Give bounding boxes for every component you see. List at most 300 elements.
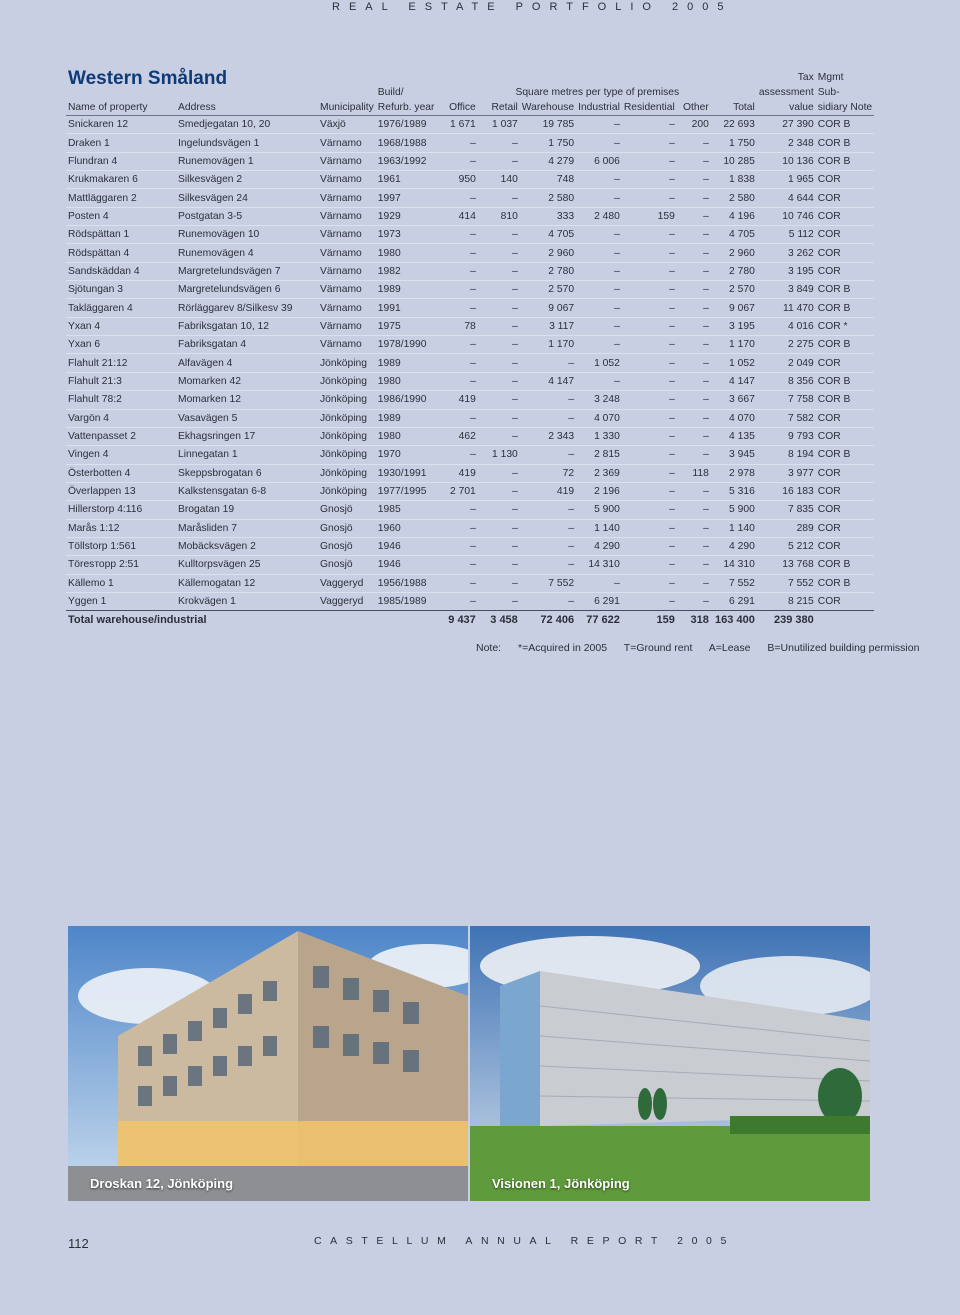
cell-total: 9 067 (711, 299, 757, 317)
cell-other: – (677, 244, 711, 262)
cell-retail: – (478, 134, 520, 152)
cell-warehouse: 19 785 (520, 116, 576, 134)
cell-subsidiary-note (816, 391, 874, 409)
cell-municipality: Jönköping (318, 409, 376, 427)
cell-industrial: – (576, 116, 622, 134)
property-table (66, 70, 874, 629)
cell-subsidiary: COR (817, 559, 841, 571)
cell-warehouse: – (520, 501, 576, 519)
address-header: Address (176, 100, 318, 116)
name-header: Name of property (66, 100, 176, 116)
cell-warehouse: 9 067 (520, 299, 576, 317)
cell-municipality: Värnamo (318, 207, 376, 225)
cell-note: B (843, 119, 851, 131)
cell-name: Källemo 1 (66, 574, 176, 592)
cell-office: – (438, 226, 478, 244)
cell-subsidiary: COR (817, 504, 841, 516)
cell-office: – (438, 134, 478, 152)
cell-warehouse: 2 570 (520, 281, 576, 299)
cell-subsidiary-note (816, 519, 874, 537)
cell-residential: – (622, 336, 677, 354)
table-row (66, 537, 874, 555)
cell-year: 1997 (376, 189, 438, 207)
cell-residential: – (622, 464, 677, 482)
cell-warehouse: 1 170 (520, 336, 576, 354)
cell-year: 1986/1990 (376, 391, 438, 409)
cell-name: Takläggaren 4 (66, 299, 176, 317)
cell-municipality: Värnamo (318, 189, 376, 207)
cell-name: Draken 1 (66, 134, 176, 152)
total-total: 163 400 (715, 613, 755, 626)
table-row (66, 317, 874, 335)
cell-subsidiary: COR (817, 541, 841, 553)
cell-tax: 2 348 (757, 134, 816, 152)
table-row (66, 189, 874, 207)
cell-name: Vingen 4 (66, 446, 176, 464)
cell-subsidiary-note (816, 446, 874, 464)
cell-municipality: Gnosjö (318, 537, 376, 555)
cell-other: – (677, 226, 711, 244)
cell-warehouse: 3 117 (520, 317, 576, 335)
cell-residential: – (622, 592, 677, 610)
section-title: Western Småland (68, 68, 228, 89)
cell-other: – (677, 556, 711, 574)
cell-tax: 3 849 (757, 281, 816, 299)
cell-year: 1989 (376, 354, 438, 372)
cell-municipality: Jönköping (318, 354, 376, 372)
cell-office: – (438, 592, 478, 610)
cell-retail: – (478, 482, 520, 500)
cell-address: Vasavägen 5 (176, 409, 318, 427)
cell-subsidiary: COR (817, 265, 841, 277)
cell-municipality: Värnamo (318, 134, 376, 152)
cell-residential: 159 (622, 207, 677, 225)
cell-municipality: Värnamo (318, 336, 376, 354)
total-warehouse: 72 406 (540, 613, 575, 626)
cell-note: B (843, 155, 851, 167)
cell-retail: – (478, 592, 520, 610)
mgmt-header-mid: Sub- (817, 87, 840, 98)
cell-tax: 4 016 (757, 317, 816, 335)
table-row (66, 226, 874, 244)
cell-other: – (677, 317, 711, 335)
cell-tax: 4 644 (757, 189, 816, 207)
cell-note: B (843, 577, 851, 589)
cell-municipality: Jönköping (318, 372, 376, 390)
cell-retail: – (478, 189, 520, 207)
cell-other: – (677, 171, 711, 189)
cell-total: 2 580 (711, 189, 757, 207)
cell-municipality: Jönköping (318, 482, 376, 500)
cell-year: 1975 (376, 317, 438, 335)
cell-year: 1961 (376, 171, 438, 189)
cell-office: – (438, 262, 478, 280)
cell-subsidiary-note (816, 134, 874, 152)
cell-total: 1 140 (711, 519, 757, 537)
cell-address: Alfavägen 4 (176, 354, 318, 372)
cell-tax: 5 212 (757, 537, 816, 555)
cell-office: – (438, 281, 478, 299)
cell-name: Töllstorp 1:561 (66, 537, 176, 555)
cell-retail: – (478, 354, 520, 372)
cell-industrial: – (576, 189, 622, 207)
cell-industrial: 6 291 (576, 592, 622, 610)
cell-retail: 140 (478, 171, 520, 189)
cell-residential: – (622, 391, 677, 409)
office-header: Office (438, 100, 478, 116)
cell-name: Mattläggaren 2 (66, 189, 176, 207)
cell-subsidiary-note (816, 574, 874, 592)
cell-residential: – (622, 226, 677, 244)
cell-industrial: 2 815 (576, 446, 622, 464)
cell-tax: 8 356 (757, 372, 816, 390)
cell-office: – (438, 519, 478, 537)
cell-address: Postgatan 3-5 (176, 207, 318, 225)
cell-note: B (843, 137, 851, 149)
cell-retail: – (478, 391, 520, 409)
cell-subsidiary: COR (817, 431, 841, 443)
cell-subsidiary: COR (817, 155, 841, 167)
cell-tax: 13 768 (757, 556, 816, 574)
cell-name: Snickaren 12 (66, 116, 176, 134)
cell-warehouse: 7 552 (520, 574, 576, 592)
total-office: 9 437 (448, 613, 476, 626)
cell-address: Silkesvägen 2 (176, 171, 318, 189)
cell-tax: 2 049 (757, 354, 816, 372)
cell-address: Ingelundsvägen 1 (176, 134, 318, 152)
cell-office: 414 (438, 207, 478, 225)
cell-industrial: 1 052 (576, 354, 622, 372)
cell-address: Mobäcksvägen 2 (176, 537, 318, 555)
cell-subsidiary: COR (817, 357, 841, 369)
industrial-header: Industrial (576, 100, 622, 116)
table-row (66, 134, 874, 152)
cell-year: 1982 (376, 262, 438, 280)
cell-total: 4 290 (711, 537, 757, 555)
cell-note: B (843, 449, 851, 461)
table-row (66, 152, 874, 170)
cell-note: B (843, 339, 851, 351)
cell-total: 2 780 (711, 262, 757, 280)
cell-subsidiary-note (816, 427, 874, 445)
cell-other: – (677, 592, 711, 610)
cell-subsidiary: COR (817, 596, 841, 608)
cell-industrial: – (576, 244, 622, 262)
cell-name: Töresторp 2:51 (66, 556, 176, 574)
cell-subsidiary-note (816, 336, 874, 354)
cell-subsidiary-note (816, 501, 874, 519)
cell-tax: 16 183 (757, 482, 816, 500)
cell-year: 1963/1992 (376, 152, 438, 170)
cell-year: 1989 (376, 409, 438, 427)
municipality-header: Municipality (318, 100, 376, 116)
cell-year: 1930/1991 (376, 464, 438, 482)
cell-warehouse: 333 (520, 207, 576, 225)
cell-office: – (438, 446, 478, 464)
cell-address: Linnegatan 1 (176, 446, 318, 464)
table-row (66, 244, 874, 262)
cell-year: 1976/1989 (376, 116, 438, 134)
table-row (66, 262, 874, 280)
cell-municipality: Växjö (318, 116, 376, 134)
mgmt-header-bottom (816, 100, 874, 116)
cell-office: – (438, 537, 478, 555)
cell-other: – (677, 134, 711, 152)
cell-warehouse: – (520, 556, 576, 574)
photo-droskan (68, 926, 468, 1201)
cell-industrial: 3 248 (576, 391, 622, 409)
cell-office: – (438, 409, 478, 427)
cell-other: – (677, 152, 711, 170)
cell-office: 419 (438, 464, 478, 482)
cell-tax: 5 112 (757, 226, 816, 244)
cell-total: 3 667 (711, 391, 757, 409)
cell-total: 2 570 (711, 281, 757, 299)
cell-industrial: – (576, 226, 622, 244)
cell-municipality: Värnamo (318, 244, 376, 262)
cell-name: Sjötungan 3 (66, 281, 176, 299)
cell-retail: – (478, 574, 520, 592)
cell-retail: – (478, 244, 520, 262)
table-row (66, 207, 874, 225)
cell-municipality: Värnamo (318, 171, 376, 189)
cell-subsidiary-note (816, 189, 874, 207)
build-header-bottom: Refurb. year (376, 100, 438, 116)
total-header: Total (711, 100, 757, 116)
cell-office: – (438, 354, 478, 372)
cell-tax: 27 390 (757, 116, 816, 134)
cell-municipality: Gnosjö (318, 501, 376, 519)
cell-residential: – (622, 281, 677, 299)
cell-year: 1929 (376, 207, 438, 225)
cell-total: 4 147 (711, 372, 757, 390)
footer-title: CASTELLUM ANNUAL REPORT 2005 (314, 1235, 735, 1247)
cell-residential: – (622, 501, 677, 519)
cell-retail: – (478, 299, 520, 317)
table-row (66, 281, 874, 299)
cell-municipality: Jönköping (318, 391, 376, 409)
mgmt-header-bottom-label: sidiary (817, 102, 848, 113)
tax-header-mid: assessment (758, 87, 814, 98)
cell-other: – (677, 391, 711, 409)
cell-other: 118 (677, 464, 711, 482)
total-tax: 239 380 (774, 613, 814, 626)
cell-retail: – (478, 262, 520, 280)
cell-note: B (843, 559, 851, 571)
cell-year: 1991 (376, 299, 438, 317)
cell-retail: – (478, 372, 520, 390)
cell-industrial: – (576, 281, 622, 299)
cell-office: – (438, 244, 478, 262)
cell-subsidiary-note (816, 244, 874, 262)
cell-subsidiary-note (816, 152, 874, 170)
cell-retail: – (478, 464, 520, 482)
cell-other: – (677, 354, 711, 372)
cell-address: Smedjegatan 10, 20 (176, 116, 318, 134)
cell-subsidiary: COR (817, 247, 841, 259)
cell-year: 1985 (376, 501, 438, 519)
cell-retail: – (478, 317, 520, 335)
cell-municipality: Värnamo (318, 226, 376, 244)
photo-visionen (470, 926, 870, 1201)
cell-address: Margretelundsvägen 6 (176, 281, 318, 299)
cell-name: Flahult 78:2 (66, 391, 176, 409)
cell-subsidiary: COR (817, 320, 841, 332)
cell-total: 10 285 (711, 152, 757, 170)
cell-name: Yxan 4 (66, 317, 176, 335)
cell-municipality: Jönköping (318, 446, 376, 464)
cell-municipality: Jönköping (318, 427, 376, 445)
cell-subsidiary: COR (817, 229, 841, 241)
cell-subsidiary: COR (817, 449, 841, 461)
cell-address: Fabriksgatan 4 (176, 336, 318, 354)
cell-tax: 8 194 (757, 446, 816, 464)
cell-residential: – (622, 427, 677, 445)
cell-name: Krukmakaren 6 (66, 171, 176, 189)
cell-other: – (677, 482, 711, 500)
cell-office: – (438, 152, 478, 170)
cell-office: 2 701 (438, 482, 478, 500)
cell-office: – (438, 189, 478, 207)
cell-residential: – (622, 189, 677, 207)
cell-retail: – (478, 519, 520, 537)
page-number: 112 (68, 1236, 89, 1251)
cell-other: – (677, 189, 711, 207)
cell-tax: 8 215 (757, 592, 816, 610)
cell-year: 1956/1988 (376, 574, 438, 592)
cell-residential: – (622, 446, 677, 464)
cell-industrial: 2 480 (576, 207, 622, 225)
cell-residential: – (622, 354, 677, 372)
cell-residential: – (622, 482, 677, 500)
cell-tax: 10 136 (757, 152, 816, 170)
photo-caption-droskan: Droskan 12, Jönköping (90, 1176, 234, 1191)
cell-retail: – (478, 152, 520, 170)
cell-subsidiary-note (816, 556, 874, 574)
cell-subsidiary: COR (817, 486, 841, 498)
cell-name: Posten 4 (66, 207, 176, 225)
cell-subsidiary: COR (817, 174, 841, 186)
cell-warehouse: 2 580 (520, 189, 576, 207)
table-row (66, 556, 874, 574)
cell-other: – (677, 537, 711, 555)
cell-tax: 2 275 (757, 336, 816, 354)
cell-subsidiary: COR (817, 284, 841, 296)
cell-warehouse: – (520, 537, 576, 555)
cell-year: 1978/1990 (376, 336, 438, 354)
total-other: 318 (690, 613, 709, 626)
cell-total: 14 310 (711, 556, 757, 574)
cell-subsidiary-note (816, 299, 874, 317)
cell-year: 1980 (376, 372, 438, 390)
residential-header: Residential (622, 100, 677, 116)
cell-warehouse: 2 343 (520, 427, 576, 445)
note-legend (476, 642, 933, 654)
cell-total: 4 705 (711, 226, 757, 244)
cell-tax: 10 746 (757, 207, 816, 225)
cell-year: 1989 (376, 281, 438, 299)
cell-other: – (677, 281, 711, 299)
build-header-top: Build/ (377, 87, 404, 98)
cell-total: 1 838 (711, 171, 757, 189)
cell-total: 1 750 (711, 134, 757, 152)
cell-residential: – (622, 317, 677, 335)
cell-warehouse: 4 705 (520, 226, 576, 244)
tax-header-bottom: value (757, 100, 816, 116)
cell-tax: 3 977 (757, 464, 816, 482)
cell-name: Österbotten 4 (66, 464, 176, 482)
cell-warehouse: 419 (520, 482, 576, 500)
cell-subsidiary: COR (817, 577, 841, 589)
cell-year: 1960 (376, 519, 438, 537)
table-row (66, 171, 874, 189)
cell-subsidiary-note (816, 464, 874, 482)
cell-industrial: – (576, 299, 622, 317)
note-ground-rent: T=Ground rent (623, 642, 693, 654)
cell-industrial: – (576, 317, 622, 335)
cell-industrial: 1 140 (576, 519, 622, 537)
cell-address: Momarken 12 (176, 391, 318, 409)
warehouse-header: Warehouse (520, 100, 576, 116)
cell-total: 2 960 (711, 244, 757, 262)
cell-subsidiary-note (816, 592, 874, 610)
cell-year: 1970 (376, 446, 438, 464)
cell-name: Vargön 4 (66, 409, 176, 427)
cell-office: 78 (438, 317, 478, 335)
cell-tax: 9 793 (757, 427, 816, 445)
other-header: Other (677, 100, 711, 116)
total-retail: 3 458 (490, 613, 518, 626)
cell-other: – (677, 336, 711, 354)
cell-office: – (438, 556, 478, 574)
cell-tax: 3 262 (757, 244, 816, 262)
cell-residential: – (622, 152, 677, 170)
cell-residential: – (622, 409, 677, 427)
cell-warehouse: 4 279 (520, 152, 576, 170)
cell-name: Rödspättan 1 (66, 226, 176, 244)
total-row (66, 611, 874, 630)
cell-other: 200 (677, 116, 711, 134)
cell-other: – (677, 299, 711, 317)
cell-municipality: Värnamo (318, 152, 376, 170)
cell-note: B (843, 394, 851, 406)
cell-office: – (438, 336, 478, 354)
cell-warehouse: 1 750 (520, 134, 576, 152)
cell-tax: 7 582 (757, 409, 816, 427)
table-row (66, 372, 874, 390)
cell-address: Kalkstensgatan 6-8 (176, 482, 318, 500)
table-row (66, 354, 874, 372)
cell-retail: – (478, 281, 520, 299)
table-row (66, 336, 874, 354)
cell-office: 950 (438, 171, 478, 189)
cell-retail: – (478, 556, 520, 574)
cell-office: 462 (438, 427, 478, 445)
cell-address: Maråsliden 7 (176, 519, 318, 537)
cell-industrial: 2 369 (576, 464, 622, 482)
cell-office: – (438, 574, 478, 592)
cell-subsidiary: COR (817, 339, 841, 351)
cell-year: 1980 (376, 244, 438, 262)
cell-residential: – (622, 372, 677, 390)
cell-other: – (677, 574, 711, 592)
cell-total: 1 052 (711, 354, 757, 372)
cell-other: – (677, 262, 711, 280)
cell-warehouse: 4 147 (520, 372, 576, 390)
note-unutilized: B=Unutilized building permission (767, 642, 920, 654)
total-label: Total warehouse/industrial (68, 613, 207, 626)
cell-other: – (677, 372, 711, 390)
